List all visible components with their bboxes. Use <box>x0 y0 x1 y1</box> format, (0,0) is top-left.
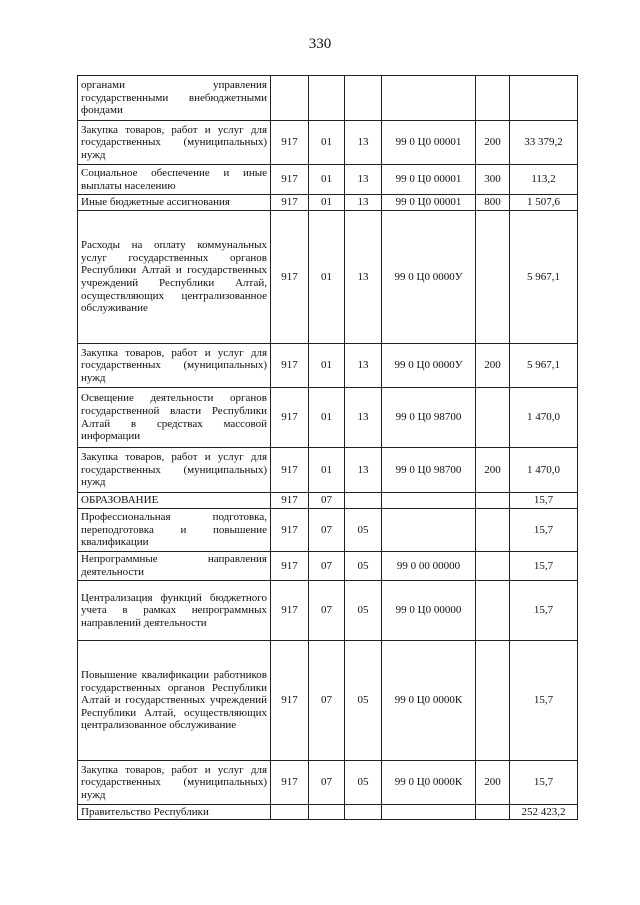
amount-cell <box>510 76 578 121</box>
ministry-code-cell: 917 <box>271 211 309 344</box>
row-name-cell: ОБРАЗОВАНИЕ <box>78 493 271 509</box>
table-row <box>78 165 578 195</box>
section-code-cell: 01 <box>309 195 345 211</box>
row-name-cell: Непрограммные направления деятельности <box>78 552 271 581</box>
amount-cell: 5 967,1 <box>510 211 578 344</box>
expense-type-cell <box>476 805 510 820</box>
subsection-code-cell: 13 <box>345 388 382 448</box>
table-row <box>78 509 578 552</box>
expense-type-cell <box>476 581 510 641</box>
amount-cell: 15,7 <box>510 493 578 509</box>
row-name-cell: Правительство Республики <box>78 805 271 820</box>
expense-type-cell: 200 <box>476 344 510 388</box>
target-article-cell <box>382 805 476 820</box>
ministry-code-cell: 917 <box>271 195 309 211</box>
section-code-cell <box>309 805 345 820</box>
row-name-cell: Расходы на оплату коммунальных услуг государственных органов Республики Алтай и государственных учреждений Республики Алтай, осуществляющих централизованное обслуживание <box>78 211 271 344</box>
subsection-code-cell: 05 <box>345 552 382 581</box>
ministry-code-cell: 917 <box>271 641 309 761</box>
target-article-cell: 99 0 Ц0 00001 <box>382 121 476 165</box>
ministry-code-cell: 917 <box>271 552 309 581</box>
table-row <box>78 641 578 761</box>
section-code-cell: 01 <box>309 344 345 388</box>
expense-type-cell <box>476 76 510 121</box>
row-name-cell: Закупка товаров, работ и услуг для государственных (муниципальных) нужд <box>78 344 271 388</box>
subsection-code-cell: 13 <box>345 121 382 165</box>
section-code-cell: 07 <box>309 552 345 581</box>
ministry-code-cell: 917 <box>271 165 309 195</box>
amount-cell: 1 470,0 <box>510 448 578 493</box>
row-name-cell: Закупка товаров, работ и услуг для государственных (муниципальных) нужд <box>78 761 271 805</box>
row-name-cell: Закупка товаров, работ и услуг для государственных (муниципальных) нужд <box>78 448 271 493</box>
table-row <box>78 344 578 388</box>
target-article-cell: 99 0 Ц0 00001 <box>382 195 476 211</box>
expense-type-cell <box>476 211 510 344</box>
table-row <box>78 388 578 448</box>
ministry-code-cell: 917 <box>271 581 309 641</box>
ministry-code-cell <box>271 805 309 820</box>
section-code-cell: 01 <box>309 211 345 344</box>
subsection-code-cell: 05 <box>345 761 382 805</box>
amount-cell: 5 967,1 <box>510 344 578 388</box>
row-name-cell: Профессиональная подготовка, переподготовка и повышение квалификации <box>78 509 271 552</box>
subsection-code-cell: 05 <box>345 509 382 552</box>
table-row <box>78 552 578 581</box>
ministry-code-cell: 917 <box>271 388 309 448</box>
subsection-code-cell: 13 <box>345 195 382 211</box>
page-number: 330 <box>308 36 332 52</box>
section-code-cell: 07 <box>309 761 345 805</box>
target-article-cell: 99 0 Ц0 0000К <box>382 641 476 761</box>
budget-table-body <box>78 76 578 820</box>
target-article-cell: 99 0 00 00000 <box>382 552 476 581</box>
amount-cell: 113,2 <box>510 165 578 195</box>
ministry-code-cell: 917 <box>271 493 309 509</box>
table-row <box>78 76 578 121</box>
ministry-code-cell: 917 <box>271 344 309 388</box>
amount-cell: 15,7 <box>510 581 578 641</box>
row-name-cell: Социальное обеспечение и иные выплаты населению <box>78 165 271 195</box>
amount-cell: 15,7 <box>510 761 578 805</box>
section-code-cell: 01 <box>309 448 345 493</box>
amount-cell: 1 507,6 <box>510 195 578 211</box>
subsection-code-cell: 05 <box>345 581 382 641</box>
row-name-cell: органами управления государственными внебюджетными фондами <box>78 76 271 121</box>
ministry-code-cell <box>271 76 309 121</box>
subsection-code-cell: 13 <box>345 448 382 493</box>
target-article-cell: 99 0 Ц0 00001 <box>382 165 476 195</box>
expense-type-cell: 800 <box>476 195 510 211</box>
subsection-code-cell: 13 <box>345 211 382 344</box>
target-article-cell: 99 0 Ц0 98700 <box>382 388 476 448</box>
row-name-cell: Закупка товаров, работ и услуг для государственных (муниципальных) нужд <box>78 121 271 165</box>
ministry-code-cell: 917 <box>271 509 309 552</box>
amount-cell: 1 470,0 <box>510 388 578 448</box>
section-code-cell <box>309 76 345 121</box>
amount-cell: 15,7 <box>510 552 578 581</box>
expense-type-cell <box>476 493 510 509</box>
ministry-code-cell: 917 <box>271 121 309 165</box>
target-article-cell: 99 0 Ц0 00000 <box>382 581 476 641</box>
table-row <box>78 761 578 805</box>
expense-type-cell <box>476 388 510 448</box>
table-row <box>78 805 578 820</box>
subsection-code-cell: 13 <box>345 165 382 195</box>
amount-cell: 15,7 <box>510 509 578 552</box>
budget-table <box>77 75 578 820</box>
expense-type-cell <box>476 641 510 761</box>
row-name-cell: Повышение квалификации работников государственных органов Республики Алтай и государственных учреждений Республики Алтай, осуществляющих централизованное обслуживание <box>78 641 271 761</box>
subsection-code-cell <box>345 493 382 509</box>
section-code-cell: 01 <box>309 388 345 448</box>
section-code-cell: 01 <box>309 165 345 195</box>
target-article-cell: 99 0 Ц0 0000У <box>382 211 476 344</box>
table-row <box>78 195 578 211</box>
section-code-cell: 07 <box>309 509 345 552</box>
table-row <box>78 448 578 493</box>
target-article-cell <box>382 509 476 552</box>
amount-cell: 33 379,2 <box>510 121 578 165</box>
expense-type-cell: 200 <box>476 448 510 493</box>
expense-type-cell: 200 <box>476 761 510 805</box>
section-code-cell: 07 <box>309 641 345 761</box>
ministry-code-cell: 917 <box>271 448 309 493</box>
section-code-cell: 07 <box>309 581 345 641</box>
section-code-cell: 01 <box>309 121 345 165</box>
amount-cell: 252 423,2 <box>510 805 578 820</box>
row-name-cell: Иные бюджетные ассигнования <box>78 195 271 211</box>
expense-type-cell: 300 <box>476 165 510 195</box>
section-code-cell: 07 <box>309 493 345 509</box>
subsection-code-cell: 13 <box>345 344 382 388</box>
table-row <box>78 121 578 165</box>
target-article-cell <box>382 76 476 121</box>
subsection-code-cell <box>345 805 382 820</box>
subsection-code-cell: 05 <box>345 641 382 761</box>
table-row <box>78 211 578 344</box>
target-article-cell <box>382 493 476 509</box>
target-article-cell: 99 0 Ц0 98700 <box>382 448 476 493</box>
subsection-code-cell <box>345 76 382 121</box>
expense-type-cell <box>476 552 510 581</box>
table-row <box>78 493 578 509</box>
expense-type-cell <box>476 509 510 552</box>
row-name-cell: Освещение деятельности органов государственной власти Республики Алтай в средствах массовой информации <box>78 388 271 448</box>
ministry-code-cell: 917 <box>271 761 309 805</box>
amount-cell: 15,7 <box>510 641 578 761</box>
table-row <box>78 581 578 641</box>
expense-type-cell: 200 <box>476 121 510 165</box>
target-article-cell: 99 0 Ц0 0000К <box>382 761 476 805</box>
target-article-cell: 99 0 Ц0 0000У <box>382 344 476 388</box>
row-name-cell: Централизация функций бюджетного учета в рамках непрограммных направлений деятельности <box>78 581 271 641</box>
